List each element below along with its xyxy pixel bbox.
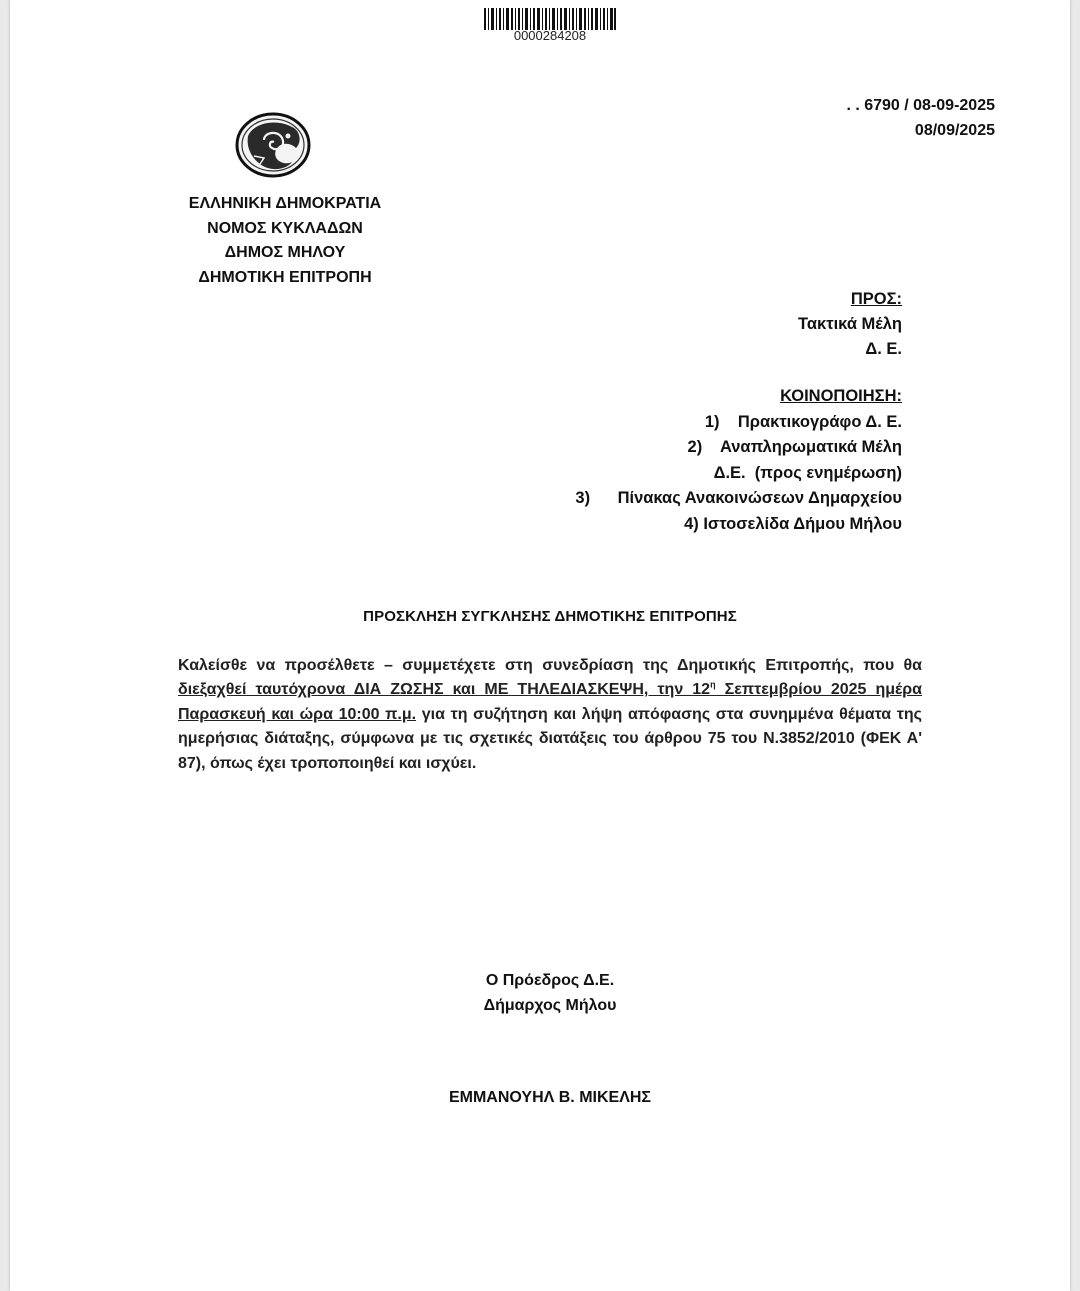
cc-item: 4) Ιστοσελίδα Δήμου Μήλου <box>684 514 902 533</box>
body-text-part: Καλείσθε να προσέλθετε – συμμετέχετε στη συνεδρίαση της Δημοτικής Επιτροπής, που θα <box>178 657 922 674</box>
barcode-number: 0000284208 <box>513 28 587 43</box>
invitation-body <box>178 654 922 776</box>
protocol-reference <box>846 93 995 143</box>
ordinal-suffix: η <box>710 680 716 691</box>
authority-municipality: ΔΗΜΟΣ ΜΗΛΟΥ <box>224 244 346 261</box>
document-page <box>10 0 1070 1291</box>
cc-item: 3) Πίνακας Ανακοινώσεων Δημαρχείου <box>575 489 902 507</box>
signatory-role <box>400 968 700 1018</box>
cc-item: 1) Πρακτικογράφο Δ. Ε. <box>704 412 902 431</box>
authority-prefecture: ΝΟΜΟΣ ΚΥΚΛΑΔΩΝ <box>207 219 363 237</box>
document-title: ΠΡΟΣΚΛΗΣΗ ΣΥΓΚΛΗΣΗΣ ΔΗΜΟΤΙΚΗΣ ΕΠΙΤΡΟΠΗΣ <box>363 608 737 625</box>
recipient-line: Δ. Ε. <box>865 340 902 358</box>
recipient-line: Τακτικά Μέλη <box>798 315 902 333</box>
cc-block <box>482 384 902 537</box>
ancient-coin-logo-icon <box>234 112 312 178</box>
authority-committee: ΔΗΜΟΤΙΚΗ ΕΠΙΤΡΟΠΗ <box>198 268 372 286</box>
signatory-name: ΕΜΜΑΝΟΥΗΛ Β. ΜΙΚΕΛΗΣ <box>448 1089 652 1106</box>
body-text-part: για τη συζήτηση και λήψη απόφασης στα συνημμένα θέματα της ημερήσιας διάταξης, σύμφωνα με τις σχετικές διατάξεις του άρθρου 75 του Ν.3852/2010 (ΦΕΚ Α' 87), όπως έχει τροποποιηθεί και ισχύει. <box>178 705 922 772</box>
recipients-heading: ΠΡΟΣ: <box>850 290 902 308</box>
protocol-date: 08/09/2025 <box>914 122 995 139</box>
barcode-icon <box>484 8 616 30</box>
meeting-day-time: Σεπτεμβρίου 2025 ημέρα Παρασκευή και ώρα 10:00 π.μ. <box>178 681 922 723</box>
cc-item: 2) Αναπληρωματικά Μέλη <box>687 438 902 456</box>
protocol-number: . . 6790 / 08-09-2025 <box>846 97 995 114</box>
issuing-authority <box>170 192 400 290</box>
signatory-office: Δήμαρχος Μήλου <box>483 997 617 1014</box>
authority-republic: ΕΛΛΗΝΙΚΗ ΔΗΜΟΚΡΑΤΙΑ <box>188 195 382 212</box>
recipients-block <box>798 287 902 362</box>
cc-heading: ΚΟΙΝΟΠΟΙΗΣΗ: <box>780 387 902 405</box>
signatory-title: Ο Πρόεδρος Δ.Ε. <box>485 972 615 989</box>
cc-item: Δ.Ε. (προς ενημέρωση) <box>713 463 902 482</box>
meeting-mode-date: διεξαχθεί ταυτόχρονα ΔΙΑ ΖΩΣΗΣ και ΜΕ ΤΗΛΕΔΙΑΣΚΕΨΗ, την 12 <box>178 681 711 699</box>
